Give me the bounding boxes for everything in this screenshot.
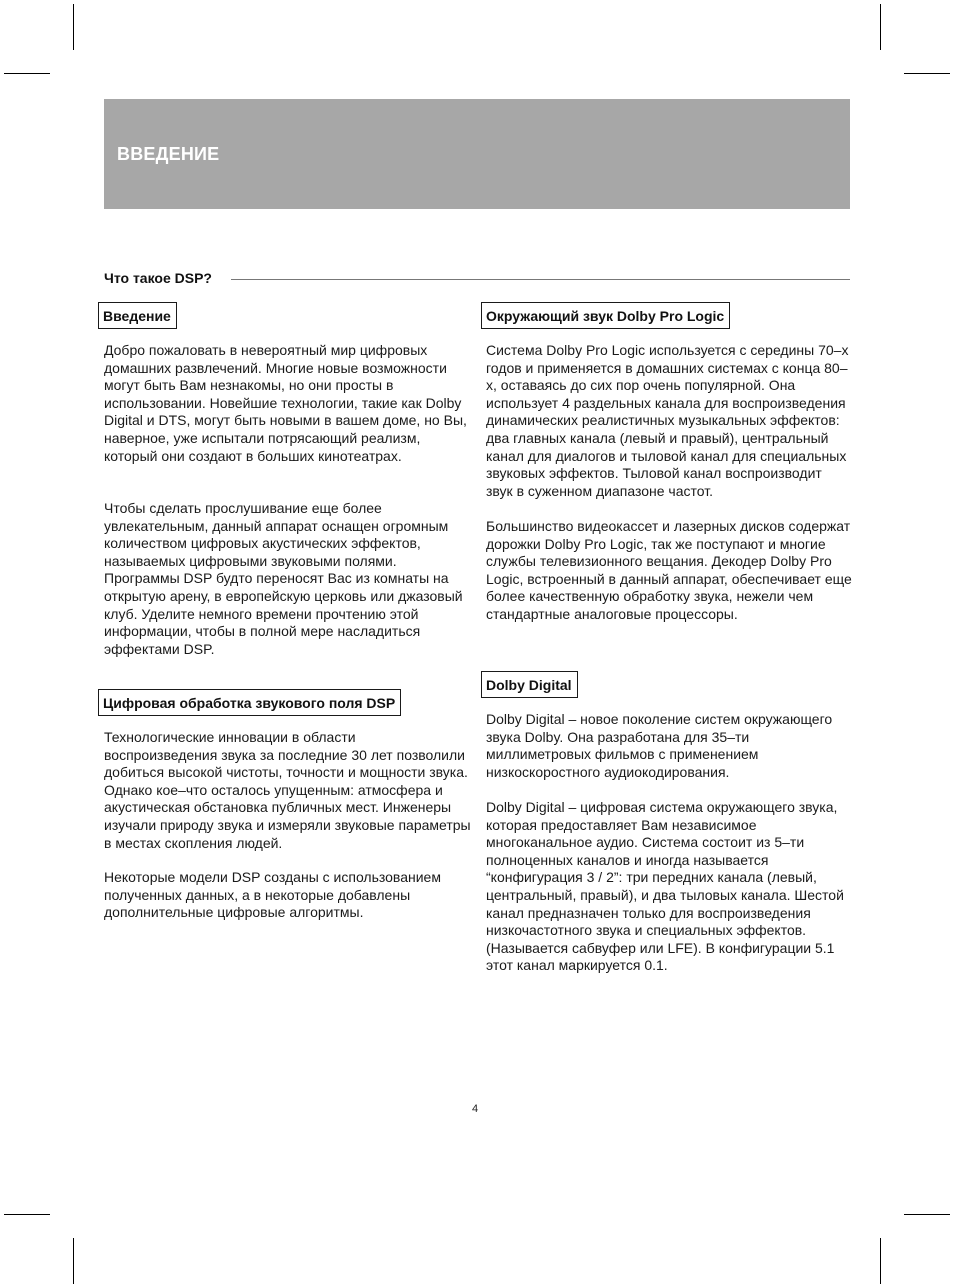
- dolby-digital-heading-box: [481, 671, 578, 698]
- crop-mark: [4, 1214, 50, 1215]
- crop-mark: [904, 1214, 950, 1215]
- crop-mark: [880, 4, 881, 50]
- crop-mark: [73, 1238, 74, 1284]
- page-number: 4: [472, 1103, 479, 1115]
- prologic-heading: Окружающий звук Dolby Pro Logic: [486, 308, 725, 324]
- prologic-paragraph-1: Система Dolby Pro Logic используется с середины 70–х годов и применяется в домашних системах с конца 80–х, оставаясь до сих пор очень популярной. Она использует 4 раздельных канала для воспроизведения динамических реалистичных музыкальных эффектов: два главных канала (левый и правый), центральный канал для диалогов и тыловой канал для специальных звуковых эффектов. Тыловой канал воспроизводит звук в суженном диапазоне частот.: [486, 342, 849, 499]
- section-heading-row: [104, 270, 850, 290]
- crop-mark: [73, 4, 74, 50]
- dolby-digital-paragraph-2: Dolby Digital – цифровая система окружающего звука, которая предоставляет Вам независимое многоканальное аудио. Система состоит из 5–ти полноценных каналов и иногда называется “конфигурация 3 / 2”: три передних канала (левый, центральный, правый), и два тыловых канала. Шестой канал предназначен только для воспроизведения низкочастотного звука и специальных эффектов. (Называется сабвуфер или LFE). В конфигурации 5.1 этот канал маркируется 0.1.: [486, 799, 844, 974]
- crop-mark: [880, 1238, 881, 1284]
- header-band: [104, 99, 850, 209]
- intro-paragraph-1: Добро пожаловать в невероятный мир цифровых домашних развлечений. Многие новые возможности могут быть Вам незнакомы, но они просты в использовании. Новейшие технологии, такие как Dolby Digital и DTS, могут быть новыми в вашем доме, но Вы, наверное, уже испытали потрясающий реализм, который они создают в больших кинотеатрах.: [104, 342, 467, 464]
- dsp-paragraph-1: Технологические инновации в области воспроизведения звука за последние 30 лет позволили добиться высокой чистоты, точности и мощности звука. Однако кое–что осталось упущенным: атмосфера и акустическая обстановка публичных мест. Инженеры изучали природу звука и измеряли звуковые параметры в местах скопления людей.: [104, 729, 471, 851]
- page-title: ВВЕДЕНИЕ: [117, 144, 220, 164]
- section-heading: Что такое DSP?: [104, 270, 212, 286]
- prologic-paragraph-2: Большинство видеокассет и лазерных дисков содержат дорожки Dolby Pro Logic, так же поступают и многие службы телевизионного вещания. Декодер Dolby Pro Logic, встроенный в данный аппарат, обеспечивает еще более качественную обработку звука, нежели чем стандартные аналоговые процессоры.: [486, 518, 852, 622]
- intro-heading-box: [98, 302, 177, 329]
- intro-paragraph-2: Чтобы сделать прослушивание еще более увлекательным, данный аппарат оснащен огромным количеством цифровых акустических эффектов, называемых цифровыми звуковыми полями. Программы DSP будто переносят Вас из комнаты на открытую арену, в европейскую церковь или джазовый клуб. Уделите немного времени прочтению этой информации, чтобы в полной мере насладиться эффектами DSP.: [104, 500, 463, 657]
- dsp-paragraph-2: Некоторые модели DSP созданы с использованием полученных данных, а в некоторые добавлены дополнительные цифровые алгоритмы.: [104, 869, 441, 921]
- heading-rule: [231, 279, 850, 280]
- dolby-digital-heading: Dolby Digital: [486, 677, 572, 693]
- crop-mark: [904, 73, 950, 74]
- dolby-digital-paragraph-1: Dolby Digital – новое поколение систем окружающего звука Dolby. Она разработана для 35–ти миллиметровых фильмов с применением низкоскоростного аудиокодирования.: [486, 711, 833, 780]
- dsp-processing-heading-box: [98, 689, 401, 716]
- prologic-heading-box: [481, 302, 730, 329]
- intro-heading: Введение: [103, 308, 171, 324]
- crop-mark: [4, 73, 50, 74]
- dsp-processing-heading: Цифровая обработка звукового поля DSP: [103, 695, 396, 711]
